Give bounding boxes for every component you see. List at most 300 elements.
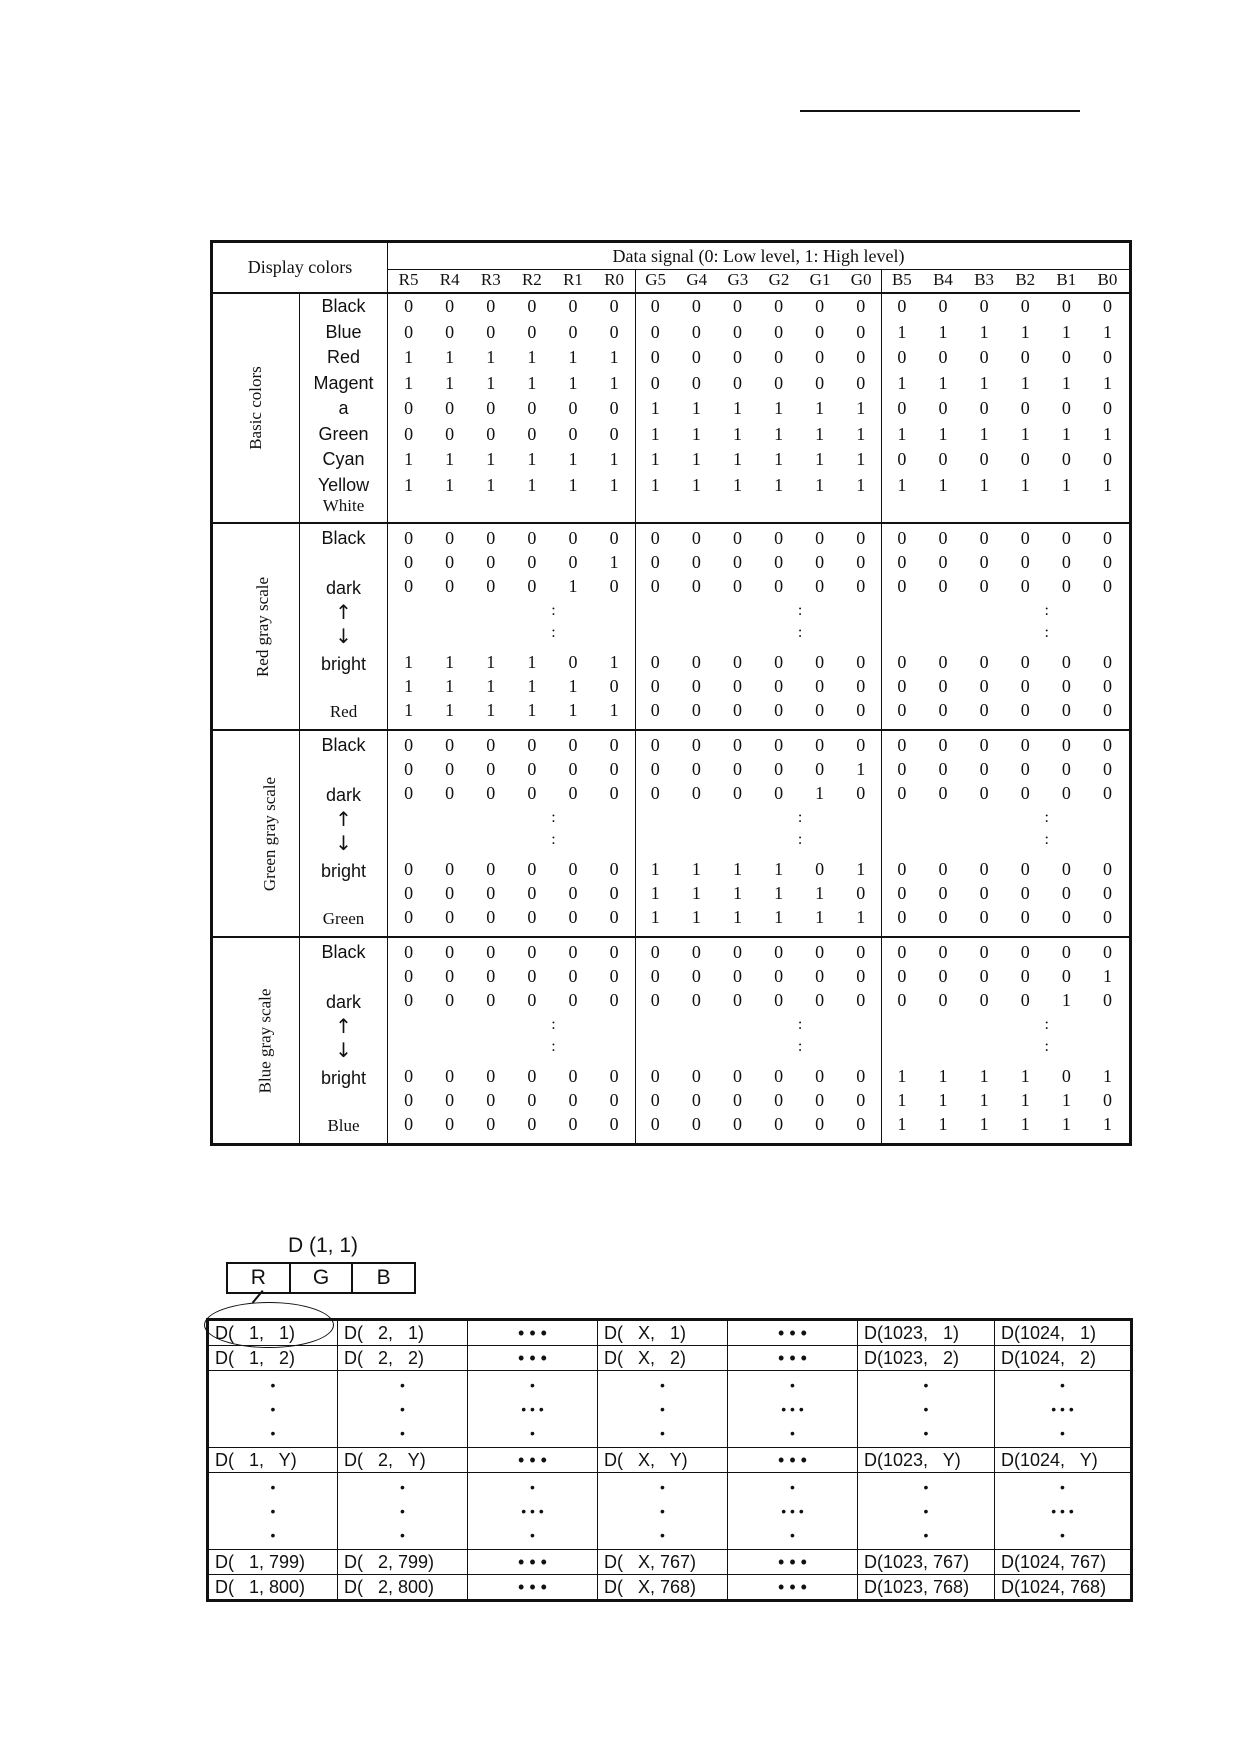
bit-cell: 0 bbox=[1020, 942, 1030, 962]
bit-cell: 0 bbox=[1102, 528, 1112, 548]
bit-cell: 0 bbox=[856, 576, 866, 596]
address-row bbox=[208, 1575, 1132, 1601]
bit-cell: 0 bbox=[938, 398, 948, 418]
bit-cell: 1 bbox=[609, 372, 619, 393]
bit-cell: 0 bbox=[938, 783, 948, 803]
address-cell: D(1023, 767) bbox=[858, 1550, 995, 1575]
gray-label-bright: bright bbox=[320, 861, 367, 881]
bit-cell: 0 bbox=[774, 966, 784, 986]
gray-label-end: Red bbox=[329, 702, 358, 721]
bit-cell: 0 bbox=[938, 528, 948, 548]
bit-cell: 0 bbox=[486, 528, 496, 548]
bit-cell: 0 bbox=[404, 735, 414, 755]
bit-cell: 0 bbox=[445, 966, 455, 986]
bit-cell: 1 bbox=[979, 321, 989, 342]
bit-cell: 0 bbox=[732, 783, 742, 803]
bit-cell: 1 bbox=[568, 576, 578, 596]
bit-cell: 0 bbox=[774, 321, 784, 342]
bit-cell: 1 bbox=[486, 652, 496, 672]
arrow-up-icon: ↑ bbox=[335, 600, 352, 624]
group-blue-gray-scale: Blue gray scale bbox=[212, 937, 300, 1145]
address-row bbox=[208, 1448, 1132, 1473]
bit-cell: 0 bbox=[774, 576, 784, 596]
bit-cell: 1 bbox=[650, 449, 660, 469]
address-cell: D(1024, Y) bbox=[995, 1448, 1132, 1473]
bit-cell: 1 bbox=[691, 398, 701, 418]
bit-cell: 0 bbox=[979, 942, 989, 962]
bit-cell: 1 bbox=[938, 474, 948, 495]
bit-cell: 0 bbox=[979, 883, 989, 903]
bit-cell: 0 bbox=[1061, 552, 1071, 572]
subpixel-box bbox=[226, 1262, 416, 1294]
bit-cell: 0 bbox=[979, 990, 989, 1010]
arrow-down-icon: ↓ bbox=[335, 624, 352, 648]
ellipsis-cell: • • • bbox=[208, 1371, 338, 1448]
ellipsis-cell: • • • bbox=[338, 1371, 468, 1448]
bit-cell: 0 bbox=[856, 883, 866, 903]
color-label-cyan: Cyan bbox=[322, 449, 365, 469]
bit-cell: 1 bbox=[897, 372, 907, 393]
bit-cell: 0 bbox=[1102, 1090, 1112, 1110]
bit-cell: 0 bbox=[691, 1066, 701, 1086]
bit-cell: 0 bbox=[815, 735, 825, 755]
address-cell: D(1024, 2) bbox=[995, 1346, 1132, 1371]
bit-cell: 0 bbox=[527, 990, 537, 1010]
bit-cell: 0 bbox=[897, 990, 907, 1010]
bit-cell: 1 bbox=[404, 700, 414, 720]
bit-cell: 0 bbox=[1020, 759, 1030, 779]
bit-cell: 0 bbox=[609, 783, 619, 803]
bit-cell: 0 bbox=[1102, 735, 1112, 755]
bit-cell: 0 bbox=[897, 449, 907, 469]
bit-cell: 0 bbox=[815, 1066, 825, 1086]
vertical-ellipsis: : bbox=[797, 624, 803, 641]
color-label-a: a bbox=[338, 398, 349, 418]
bit-cell: 0 bbox=[1020, 990, 1030, 1010]
bit-cell: 0 bbox=[691, 966, 701, 986]
bit-cell: 0 bbox=[568, 552, 578, 572]
bit-cell: 1 bbox=[1020, 372, 1030, 393]
vertical-ellipsis: : bbox=[1044, 1038, 1049, 1055]
basic-colors-labels bbox=[300, 293, 388, 523]
bit-cell: 0 bbox=[486, 576, 496, 596]
bit-cell: 1 bbox=[486, 347, 496, 367]
bit-cell: 0 bbox=[486, 883, 496, 903]
bit-cell: 0 bbox=[691, 296, 701, 316]
bit-cell: 1 bbox=[445, 449, 455, 469]
bit-cell: 0 bbox=[527, 398, 537, 418]
channel-separator bbox=[635, 731, 636, 936]
data-signal-header: Data signal (0: Low level, 1: High level) bbox=[388, 242, 1131, 270]
bit-cell: 0 bbox=[650, 576, 660, 596]
bit-cell: 0 bbox=[1102, 907, 1112, 927]
bit-cell: 1 bbox=[568, 474, 578, 495]
bit-cell: 1 bbox=[897, 1090, 907, 1110]
address-cell: • • • bbox=[468, 1575, 598, 1601]
bit-cell: 1 bbox=[404, 474, 414, 495]
bit-cell: 0 bbox=[897, 652, 907, 672]
bit-cell: 0 bbox=[486, 423, 496, 444]
bit-cell: 0 bbox=[774, 1114, 784, 1134]
ellipsis-row bbox=[208, 1473, 1132, 1550]
bit-header-g2: G2 bbox=[768, 270, 790, 289]
bit-cell: 0 bbox=[1020, 783, 1030, 803]
bit-cell: 1 bbox=[856, 449, 866, 469]
color-label-white: White bbox=[322, 495, 365, 515]
bit-cell: 1 bbox=[897, 423, 907, 444]
bit-cell: 1 bbox=[774, 883, 784, 903]
bit-cell: 0 bbox=[1061, 883, 1071, 903]
bit-cell: 0 bbox=[1020, 676, 1030, 696]
red-gray-labels bbox=[300, 523, 388, 730]
bit-cell: 0 bbox=[404, 1066, 414, 1086]
bit-cell: 1 bbox=[1102, 423, 1112, 444]
bit-cell: 0 bbox=[404, 1090, 414, 1110]
address-cell: D( X, 767) bbox=[598, 1550, 728, 1575]
address-cell: D( 2, 800) bbox=[338, 1575, 468, 1601]
bit-cell: 1 bbox=[568, 449, 578, 469]
bit-header-r4: R4 bbox=[439, 270, 460, 289]
bit-cell: 1 bbox=[650, 423, 660, 444]
bit-cell: 0 bbox=[1061, 676, 1071, 696]
bit-cell: 0 bbox=[1061, 449, 1071, 469]
bit-cell: 1 bbox=[856, 474, 866, 495]
channel-separator bbox=[881, 938, 882, 1143]
bit-cell: 0 bbox=[609, 528, 619, 548]
address-cell: • • • bbox=[468, 1320, 598, 1346]
bit-cell: 0 bbox=[897, 942, 907, 962]
bit-cell: 0 bbox=[486, 859, 496, 879]
vertical-ellipsis: : bbox=[1044, 602, 1049, 619]
bit-cell: 1 bbox=[774, 907, 784, 927]
bit-cell: 0 bbox=[650, 1114, 660, 1134]
address-cell: D(1023, 2) bbox=[858, 1346, 995, 1371]
bit-cell: 0 bbox=[609, 1114, 619, 1134]
bit-cell: 1 bbox=[1061, 423, 1071, 444]
arrow-up-icon: ↑ bbox=[335, 807, 352, 831]
bit-cell: 0 bbox=[486, 552, 496, 572]
bit-cell: 0 bbox=[568, 652, 578, 672]
bit-cell: 0 bbox=[1020, 859, 1030, 879]
bit-cell: 0 bbox=[938, 347, 948, 367]
bit-cell: 1 bbox=[650, 907, 660, 927]
gray-label-end: Blue bbox=[327, 1116, 360, 1135]
bit-cell: 0 bbox=[486, 296, 496, 316]
bit-cell: 1 bbox=[1020, 423, 1030, 444]
bit-cell: 0 bbox=[774, 552, 784, 572]
bit-cell: 0 bbox=[445, 528, 455, 548]
bit-cell: 0 bbox=[568, 1114, 578, 1134]
channel-separator bbox=[635, 294, 636, 522]
bit-cell: 0 bbox=[486, 759, 496, 779]
pixel-address-table bbox=[206, 1318, 1133, 1602]
bit-cell: 1 bbox=[568, 700, 578, 720]
ellipsis-cell: • • • bbox=[208, 1473, 338, 1550]
bit-cell: 0 bbox=[774, 990, 784, 1010]
bit-cell: 0 bbox=[1020, 907, 1030, 927]
bit-header-r3: R3 bbox=[480, 270, 501, 289]
bit-cell: 0 bbox=[486, 1114, 496, 1134]
bit-cell: 1 bbox=[897, 321, 907, 342]
bit-cell: 0 bbox=[938, 652, 948, 672]
bit-cell: 0 bbox=[732, 735, 742, 755]
bit-cell: 0 bbox=[897, 859, 907, 879]
color-label-yellow: Yellow bbox=[317, 474, 370, 495]
bit-cell: 0 bbox=[979, 449, 989, 469]
bit-cell: 0 bbox=[650, 735, 660, 755]
bit-cell: 1 bbox=[1061, 1090, 1071, 1110]
bit-cell: 0 bbox=[445, 423, 455, 444]
bit-cell: 1 bbox=[691, 907, 701, 927]
bit-cell: 0 bbox=[691, 942, 701, 962]
bit-cell: 1 bbox=[774, 859, 784, 879]
bit-cell: 0 bbox=[650, 783, 660, 803]
bit-cell: 0 bbox=[486, 321, 496, 342]
bit-cell: 0 bbox=[568, 321, 578, 342]
bit-cell: 1 bbox=[732, 474, 742, 495]
bit-cell: 1 bbox=[568, 676, 578, 696]
bit-cell: 0 bbox=[527, 942, 537, 962]
bit-cell: 0 bbox=[527, 1114, 537, 1134]
bit-cell: 0 bbox=[691, 759, 701, 779]
bit-cell: 0 bbox=[815, 676, 825, 696]
bit-cell: 0 bbox=[691, 372, 701, 393]
bit-cell: 0 bbox=[1102, 347, 1112, 367]
vertical-ellipsis: : bbox=[797, 602, 803, 619]
bit-cell: 0 bbox=[486, 966, 496, 986]
address-cell: • • • bbox=[728, 1550, 858, 1575]
bit-cell: 0 bbox=[732, 576, 742, 596]
bit-cell: 0 bbox=[650, 528, 660, 548]
vertical-ellipsis: : bbox=[1044, 624, 1049, 641]
bit-cell: 0 bbox=[1102, 942, 1112, 962]
bit-cell: 0 bbox=[1061, 907, 1071, 927]
bit-cell: 1 bbox=[732, 449, 742, 469]
bit-cell: 0 bbox=[445, 735, 455, 755]
bit-cell: 0 bbox=[609, 398, 619, 418]
bit-cell: 0 bbox=[650, 1090, 660, 1110]
bit-cell: 0 bbox=[650, 990, 660, 1010]
bit-cell: 0 bbox=[1102, 296, 1112, 316]
bit-cell: 1 bbox=[938, 1090, 948, 1110]
bit-cell: 0 bbox=[1061, 942, 1071, 962]
bit-cell: 0 bbox=[1020, 296, 1030, 316]
bit-cell: 1 bbox=[609, 652, 619, 672]
bit-cell: 0 bbox=[1061, 700, 1071, 720]
bit-cell: 1 bbox=[856, 423, 866, 444]
bit-header-r2: R2 bbox=[521, 270, 542, 289]
bit-cell: 0 bbox=[486, 990, 496, 1010]
address-cell: D( 2, 2) bbox=[338, 1346, 468, 1371]
bit-cell: 0 bbox=[650, 552, 660, 572]
bit-cell: 1 bbox=[732, 859, 742, 879]
bit-cell: 0 bbox=[856, 1114, 866, 1134]
bit-cell: 0 bbox=[486, 783, 496, 803]
bit-cell: 0 bbox=[1102, 398, 1112, 418]
bit-cell: 1 bbox=[609, 552, 619, 572]
bit-cell: 0 bbox=[815, 528, 825, 548]
bit-cell: 1 bbox=[897, 1066, 907, 1086]
vertical-ellipsis: : bbox=[1044, 1016, 1049, 1033]
gray-label-dark: dark bbox=[326, 785, 362, 805]
bit-cell: 0 bbox=[445, 552, 455, 572]
bit-cell: 1 bbox=[445, 700, 455, 720]
bit-cell: 1 bbox=[650, 474, 660, 495]
bit-cell: 1 bbox=[938, 321, 948, 342]
address-cell: • • • bbox=[728, 1575, 858, 1601]
bit-cell: 0 bbox=[486, 942, 496, 962]
bit-cell: 0 bbox=[404, 576, 414, 596]
bit-cell: 1 bbox=[1020, 1114, 1030, 1134]
bit-cell: 1 bbox=[1061, 321, 1071, 342]
bit-cell: 0 bbox=[445, 1114, 455, 1134]
bit-cell: 0 bbox=[691, 1090, 701, 1110]
gray-label-dark: dark bbox=[326, 578, 362, 598]
bit-cell: 0 bbox=[650, 652, 660, 672]
bit-cell: 0 bbox=[1020, 883, 1030, 903]
bit-cell: 0 bbox=[897, 398, 907, 418]
bit-cell: 0 bbox=[815, 1114, 825, 1134]
bit-cell: 1 bbox=[445, 372, 455, 393]
bit-cell: 0 bbox=[650, 700, 660, 720]
bit-cell: 0 bbox=[691, 321, 701, 342]
bit-cell: 0 bbox=[979, 966, 989, 986]
vertical-ellipsis: : bbox=[1044, 809, 1049, 826]
bit-cell: 0 bbox=[1061, 735, 1071, 755]
bit-cell: 1 bbox=[691, 423, 701, 444]
bit-cell: 0 bbox=[979, 347, 989, 367]
bit-cell: 0 bbox=[404, 423, 414, 444]
bit-cell: 0 bbox=[979, 676, 989, 696]
bit-cell: 1 bbox=[404, 449, 414, 469]
ellipsis-row bbox=[208, 1371, 1132, 1448]
bit-cell: 0 bbox=[568, 398, 578, 418]
bit-cell: 1 bbox=[527, 474, 537, 495]
gray-label-bright: bright bbox=[320, 1068, 367, 1088]
bit-cell: 0 bbox=[445, 759, 455, 779]
bit-cell: 0 bbox=[1020, 449, 1030, 469]
basic-colors-bits bbox=[388, 293, 1131, 523]
bit-cell: 0 bbox=[938, 990, 948, 1010]
bit-cell: 1 bbox=[774, 449, 784, 469]
bit-cell: 0 bbox=[856, 735, 866, 755]
bit-cell: 0 bbox=[897, 347, 907, 367]
bit-cell: 1 bbox=[938, 1066, 948, 1086]
bit-cell: 1 bbox=[774, 474, 784, 495]
bit-cell: 0 bbox=[404, 859, 414, 879]
bit-header-g4: G4 bbox=[686, 270, 708, 289]
bit-cell: 0 bbox=[938, 676, 948, 696]
bit-cell: 1 bbox=[691, 474, 701, 495]
bit-cell: 0 bbox=[568, 883, 578, 903]
bit-cell: 1 bbox=[1102, 1066, 1112, 1086]
bit-cell: 0 bbox=[650, 759, 660, 779]
ellipsis-cell: • • • • • bbox=[468, 1473, 598, 1550]
bit-cell: 0 bbox=[445, 321, 455, 342]
bit-cell: 1 bbox=[650, 883, 660, 903]
vertical-ellipsis: : bbox=[1044, 831, 1049, 848]
ellipsis-cell: • • • • • bbox=[728, 1371, 858, 1448]
bit-cell: 0 bbox=[609, 296, 619, 316]
address-cell: D( 1, Y) bbox=[208, 1448, 338, 1473]
bit-cell: 0 bbox=[486, 1090, 496, 1110]
address-cell: D( X, 1) bbox=[598, 1320, 728, 1346]
bit-cell: 0 bbox=[732, 966, 742, 986]
bit-cell: 0 bbox=[774, 700, 784, 720]
bit-cell: 0 bbox=[774, 735, 784, 755]
bit-cell: 1 bbox=[979, 423, 989, 444]
ellipsis-cell: • • • bbox=[858, 1473, 995, 1550]
bit-cell: 0 bbox=[568, 907, 578, 927]
bit-header-row bbox=[388, 270, 1131, 294]
bit-cell: 0 bbox=[486, 398, 496, 418]
ellipsis-cell: • • • bbox=[598, 1473, 728, 1550]
bit-cell: 1 bbox=[732, 423, 742, 444]
vertical-ellipsis: : bbox=[551, 1016, 556, 1033]
bit-cell: 1 bbox=[486, 700, 496, 720]
bit-cell: 1 bbox=[527, 676, 537, 696]
bit-cell: 0 bbox=[856, 676, 866, 696]
gray-label-dark: dark bbox=[326, 992, 362, 1012]
bit-cell: 0 bbox=[897, 759, 907, 779]
bit-cell: 0 bbox=[568, 759, 578, 779]
bit-cell: 1 bbox=[732, 883, 742, 903]
bit-cell: 0 bbox=[897, 296, 907, 316]
address-cell: D( X, 768) bbox=[598, 1575, 728, 1601]
bit-cell: 0 bbox=[856, 372, 866, 393]
bit-cell: 0 bbox=[815, 652, 825, 672]
bit-cell: 0 bbox=[774, 676, 784, 696]
bit-cell: 0 bbox=[404, 398, 414, 418]
bit-cell: 0 bbox=[486, 907, 496, 927]
bit-cell: 1 bbox=[1020, 321, 1030, 342]
channel-separator bbox=[635, 270, 636, 292]
bit-cell: 0 bbox=[732, 942, 742, 962]
color-label-red: Red bbox=[326, 347, 361, 367]
vertical-ellipsis: : bbox=[797, 1038, 803, 1055]
bit-cell: 0 bbox=[938, 296, 948, 316]
bit-cell: 0 bbox=[1061, 528, 1071, 548]
bit-cell: 0 bbox=[691, 700, 701, 720]
bit-cell: 1 bbox=[856, 859, 866, 879]
bit-cell: 0 bbox=[445, 296, 455, 316]
bit-cell: 1 bbox=[609, 474, 619, 495]
bit-cell: 1 bbox=[856, 907, 866, 927]
vertical-ellipsis: : bbox=[551, 624, 556, 641]
bit-cell: 0 bbox=[815, 700, 825, 720]
bit-cell: 0 bbox=[609, 990, 619, 1010]
bit-cell: 0 bbox=[774, 1066, 784, 1086]
vertical-ellipsis: : bbox=[797, 831, 803, 848]
bit-cell: 0 bbox=[938, 735, 948, 755]
bit-cell: 0 bbox=[1061, 783, 1071, 803]
bit-cell: 1 bbox=[856, 759, 866, 779]
bit-cell: 0 bbox=[1102, 576, 1112, 596]
bit-cell: 0 bbox=[732, 552, 742, 572]
bit-cell: 0 bbox=[815, 347, 825, 367]
bit-cell: 0 bbox=[445, 1066, 455, 1086]
bit-cell: 0 bbox=[691, 576, 701, 596]
bit-cell: 1 bbox=[1061, 372, 1071, 393]
bit-cell: 0 bbox=[691, 528, 701, 548]
bit-cell: 0 bbox=[1020, 552, 1030, 572]
bit-cell: 0 bbox=[732, 1114, 742, 1134]
bit-cell: 0 bbox=[938, 759, 948, 779]
bit-cell: 0 bbox=[856, 1090, 866, 1110]
address-cell: D(1023, 1) bbox=[858, 1320, 995, 1346]
bit-cell: 0 bbox=[527, 907, 537, 927]
bit-cell: 0 bbox=[1020, 652, 1030, 672]
